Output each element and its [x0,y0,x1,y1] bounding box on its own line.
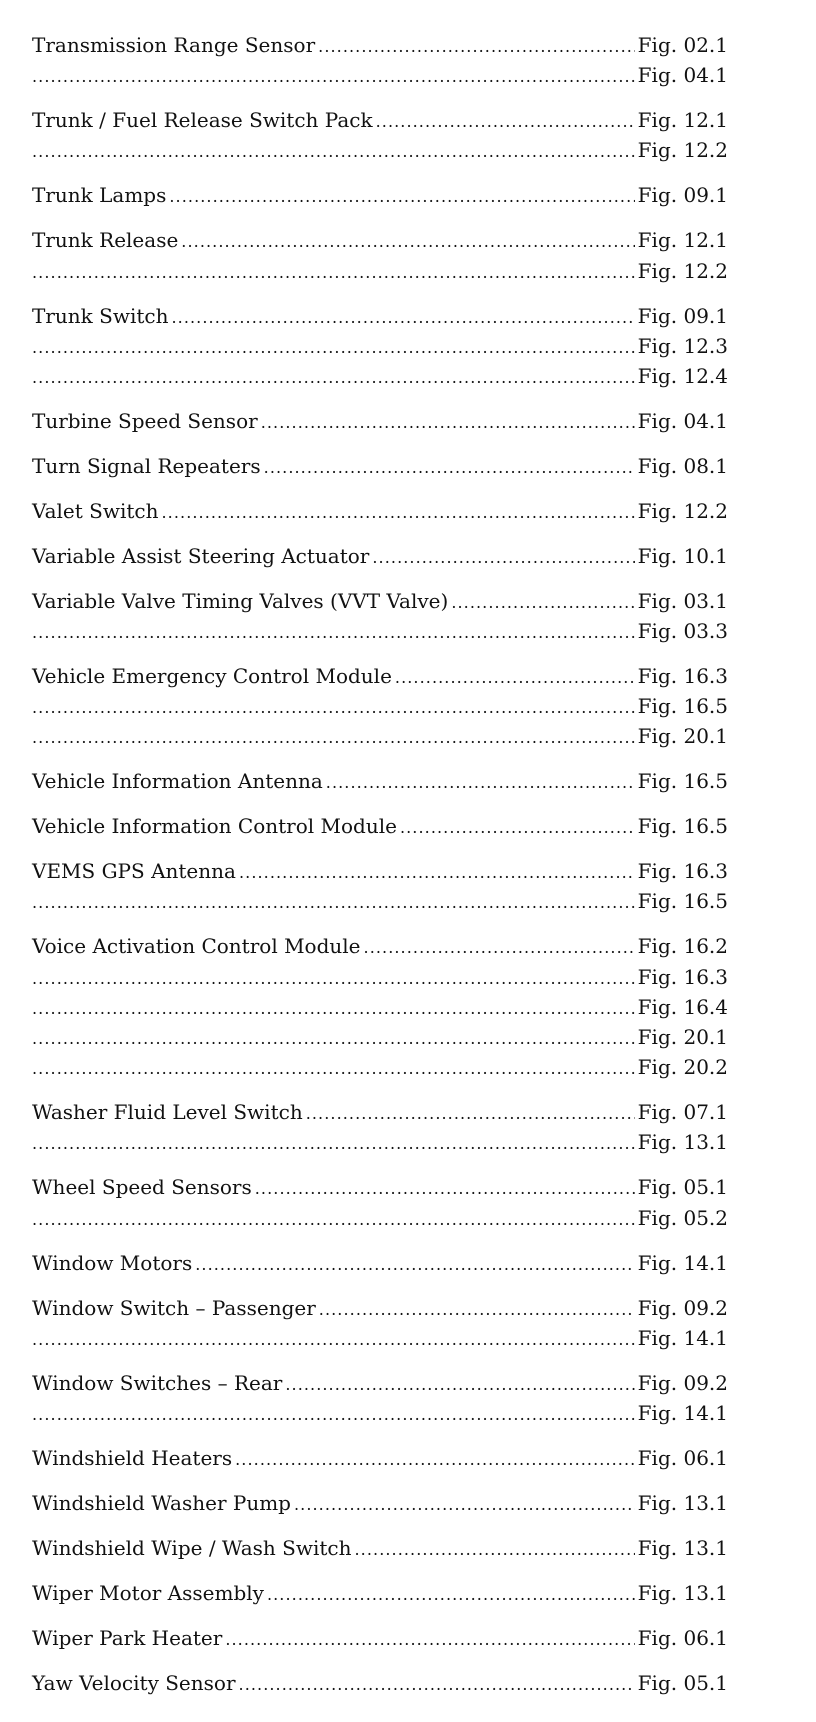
dot-leader [32,1325,635,1355]
dot-leader [376,107,635,137]
index-continuation-entry [32,331,728,361]
dot-leader [400,813,635,843]
index-entry [32,406,728,436]
index-term: Trunk / Fuel Release Switch Pack [32,108,373,133]
dot-leader [285,1370,634,1400]
index-continuation-entry [32,361,728,391]
index-entry [32,1293,728,1323]
index-entry [32,766,728,796]
index-continuation-entry [32,1323,728,1353]
figure-reference: Fig. 16.2 [637,934,728,959]
dot-leader [32,723,635,753]
index-entry-group [32,1248,728,1278]
figure-reference: Fig. 16.5 [637,694,728,719]
figure-reference: Fig. 13.1 [637,1490,728,1515]
figure-reference: Fig. 04.1 [637,408,728,433]
figure-reference: Fig. 13.1 [637,1580,728,1605]
index-entry-group [32,1578,728,1608]
dot-leader [235,1445,635,1475]
index-term: Vehicle Emergency Control Module [32,663,392,688]
dot-leader [267,1580,635,1610]
dot-leader [32,888,635,918]
index-continuation-entry [32,135,728,165]
index-entry [32,1668,728,1698]
figure-reference: Fig. 07.1 [637,1100,728,1125]
dot-leader [319,1295,635,1325]
figure-reference: Fig. 05.1 [637,1670,728,1695]
figure-reference: Fig. 12.1 [637,108,728,133]
dot-leader [395,663,635,693]
figure-reference: Fig. 20.1 [637,1025,728,1050]
index-term: Windshield Heaters [32,1445,233,1470]
index-entry-group [32,1533,728,1563]
dot-leader [294,1490,635,1520]
dot-leader [32,137,635,167]
index-entry-group [32,496,728,526]
index-entry [32,541,728,571]
index-entry [32,451,728,481]
index-term: Turbine Speed Sensor [32,408,258,433]
figure-reference: Fig. 14.1 [637,1400,728,1425]
index-continuation-entry [32,992,728,1022]
figure-reference: Fig. 12.2 [637,138,728,163]
index-term: Vehicle Information Control Module [32,814,397,839]
figure-reference: Fig. 03.3 [637,618,728,643]
index-entry-group [32,180,728,210]
index-term: Variable Valve Timing Valves (VVT Valve) [32,588,449,613]
index-entry-group [32,1293,728,1353]
figure-reference: Fig. 04.1 [637,63,728,88]
index-entry-group [32,105,728,165]
dot-leader [32,1024,635,1054]
dot-leader [32,994,635,1024]
index-term: Windshield Wipe / Wash Switch [32,1535,352,1560]
figure-reference: Fig. 08.1 [637,453,728,478]
index-entry-group [32,1443,728,1473]
index-term: Wiper Motor Assembly [32,1580,264,1605]
index-entry [32,225,728,255]
dot-leader [372,543,634,573]
index-entry [32,1097,728,1127]
index-continuation-entry [32,1203,728,1233]
figure-reference: Fig. 13.1 [637,1130,728,1155]
index-continuation-entry [32,60,728,90]
index-entry-group [32,1172,728,1232]
index-entry-group [32,451,728,481]
index-entry-group [32,1488,728,1518]
dot-leader [225,1625,634,1655]
dot-leader [261,408,635,438]
figure-reference: Fig. 09.1 [637,183,728,208]
index-entry [32,1578,728,1608]
figure-reference: Fig. 16.3 [637,964,728,989]
index-entry [32,586,728,616]
index-entry-group [32,661,728,752]
index-term: Window Switches – Rear [32,1370,283,1395]
index-entry [32,1623,728,1653]
index-entry-group [32,1623,728,1653]
dot-leader [32,693,635,723]
figure-reference: Fig. 16.5 [637,889,728,914]
index-entry-group [32,586,728,646]
index-term: Vehicle Information Antenna [32,769,323,794]
dot-leader [171,303,634,333]
index-term: Wheel Speed Sensors [32,1175,252,1200]
dot-leader [32,62,635,92]
figure-reference: Fig. 16.3 [637,663,728,688]
index-entry [32,1248,728,1278]
dot-leader [32,618,635,648]
figure-reference: Fig. 03.1 [637,588,728,613]
figure-reference: Fig. 05.1 [637,1175,728,1200]
index-entry-group [32,856,728,916]
index-term: Valet Switch [32,498,159,523]
figure-reference: Fig. 16.4 [637,994,728,1019]
index-entry-group [32,766,728,796]
dot-leader [181,227,634,257]
dot-leader [306,1099,635,1129]
figure-reference: Fig. 16.5 [637,814,728,839]
figure-reference: Fig. 13.1 [637,1535,728,1560]
index-entry [32,931,728,961]
dot-leader [32,964,635,994]
index-entry-group [32,406,728,436]
figure-reference: Fig. 06.1 [637,1445,728,1470]
index-term: Window Motors [32,1250,193,1275]
index-entry [32,301,728,331]
dot-leader [162,498,635,528]
index-continuation-entry [32,256,728,286]
dot-leader [169,182,634,212]
dot-leader [239,858,635,888]
index-term: VEMS GPS Antenna [32,859,236,884]
figure-reference: Fig. 16.5 [637,769,728,794]
figure-reference: Fig. 09.2 [637,1295,728,1320]
dot-leader [32,1129,635,1159]
index-entry [32,661,728,691]
index-term: Voice Activation Control Module [32,934,361,959]
index-entry-group [32,301,728,392]
dot-leader [32,1054,635,1084]
index-entry [32,811,728,841]
dot-leader [32,363,635,393]
index-entry-group [32,30,728,90]
dot-leader [451,588,634,618]
index-entry [32,856,728,886]
index-entry [32,30,728,60]
index-continuation-entry [32,886,728,916]
index-term: Trunk Release [32,228,179,253]
figure-reference: Fig. 14.1 [637,1250,728,1275]
dot-leader [355,1535,635,1565]
figure-reference: Fig. 09.1 [637,303,728,328]
index-entry-group [32,225,728,285]
index-continuation-entry [32,1052,728,1082]
index-term: Turn Signal Repeaters [32,453,261,478]
index-continuation-entry [32,1022,728,1052]
dot-leader [32,333,635,363]
index-entry [32,1533,728,1563]
figure-reference: Fig. 06.1 [637,1625,728,1650]
dot-leader [255,1174,635,1204]
figure-reference: Fig. 12.1 [637,228,728,253]
figure-reference: Fig. 14.1 [637,1325,728,1350]
figure-reference: Fig. 12.2 [637,498,728,523]
figure-reference: Fig. 02.1 [637,33,728,57]
index-term: Washer Fluid Level Switch [32,1100,303,1125]
figure-reference: Fig. 20.2 [637,1055,728,1080]
dot-leader [239,1670,635,1700]
index-entry [32,180,728,210]
index-entry-group [32,541,728,571]
figure-reference: Fig. 05.2 [637,1205,728,1230]
index-term: Trunk Switch [32,303,169,328]
dot-leader [32,1400,635,1430]
index-term: Windshield Washer Pump [32,1490,291,1515]
index-continuation-entry [32,1398,728,1428]
index-entry-group [32,1668,728,1698]
index-entry [32,496,728,526]
dot-leader [364,933,635,963]
index-term: Yaw Velocity Sensor [32,1670,236,1695]
dot-leader [195,1250,634,1280]
figure-reference: Fig. 12.2 [637,258,728,283]
figure-reference: Fig. 20.1 [637,724,728,749]
index-entry-group [32,1097,728,1157]
index-entry [32,1488,728,1518]
index-continuation-entry [32,962,728,992]
index-entry [32,1443,728,1473]
index-entry-group [32,811,728,841]
dot-leader [326,768,635,798]
figure-reference: Fig. 09.2 [637,1370,728,1395]
dot-leader [32,1205,635,1235]
index-entry [32,1368,728,1398]
index-entry [32,105,728,135]
index-continuation-entry [32,721,728,751]
figure-reference: Fig. 16.3 [637,859,728,884]
index-term: Transmission Range Sensor [32,33,316,57]
figure-reference: Fig. 10.1 [637,543,728,568]
index-term: Trunk Lamps [32,183,167,208]
dot-leader [318,32,635,62]
dot-leader [264,453,635,483]
dot-leader [32,258,635,288]
figure-reference: Fig. 12.3 [637,333,728,358]
index-entry [32,1172,728,1202]
index-continuation-entry [32,691,728,721]
index-continuation-entry [32,1127,728,1157]
index-term: Variable Assist Steering Actuator [32,543,370,568]
index-entry-group [32,1368,728,1428]
index-continuation-entry [32,616,728,646]
index-list [32,30,728,1713]
figure-reference: Fig. 12.4 [637,363,728,388]
index-term: Window Switch – Passenger [32,1295,316,1320]
index-term: Wiper Park Heater [32,1625,223,1650]
index-entry-group [32,931,728,1082]
